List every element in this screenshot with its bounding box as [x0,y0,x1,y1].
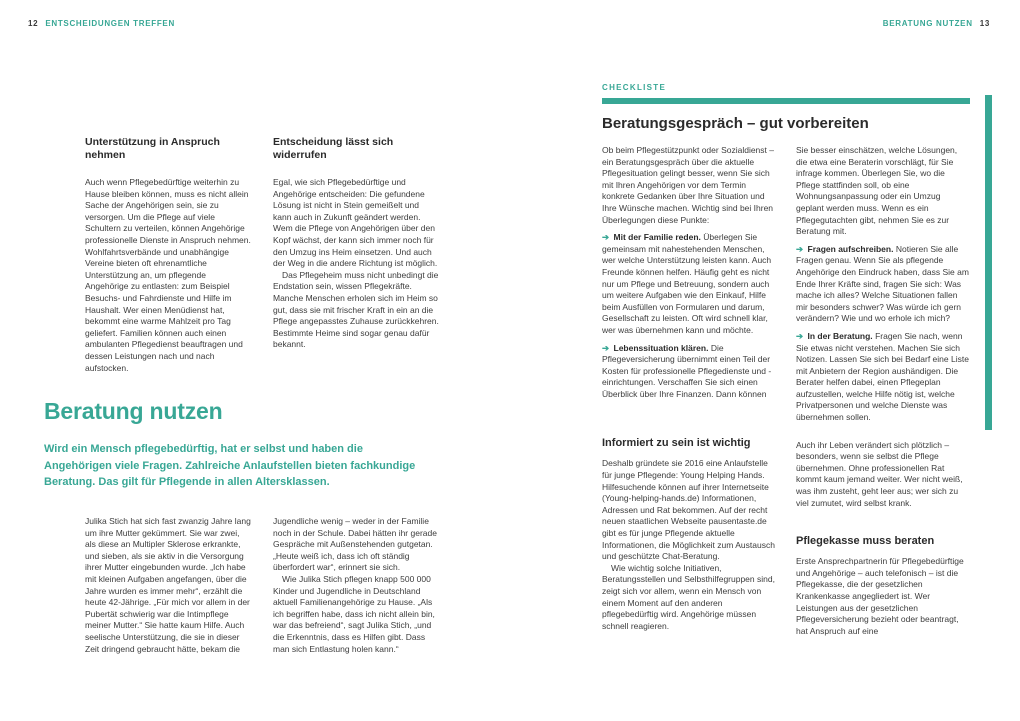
checklist-item-title: In der Beratung. [807,330,873,341]
checklist-item [602,343,776,401]
paragraph: Wie Julika Stich pflegen knapp 500 000 Kinder und Jugendliche in Deutschland aktuell Familienangehörige zu Hause. „Als ich begriffen habe, dass ich nicht allein bin, war das befreiend“, sagt Julika Stich, „und die Erkenntnis, dass es Hilfen gibt. Dass man sich Entlastung holen kann.“ [273,573,435,654]
page-number-left: 12 [28,19,39,28]
left-page-top-sections [85,136,439,374]
chapter-marker-bar [985,95,992,430]
checklist-column-1 [602,145,776,637]
checklist-item [796,331,970,424]
paragraph: Julika Stich hat sich fast zwanzig Jahre lang um ihre Mutter gekümmert. Sie war zwei, als diese an Multipler Sklerose erkrankte, und sieben, als sie aktiv in die Versorgung ihrer Mutter eingebunden wurde. „Ich habe mit kleinen Aufgaben angefangen, über die Jahre wurden es immer mehr“, erzählt die heute 42-Jährige. „Für mich vor allem in der Pubertät schwierig war die Intimpflege meiner Mutter.“ Sie hatte kaum Hilfe. Auch seelische Unterstützung, die sie in dieser Zeit dringend gebraucht hätte, bekam die [85,516,251,654]
checklist-item [602,232,776,336]
checklist-item-text: Fragen Sie nach, wenn Sie etwas nicht verstehen. Machen Sie sich Notizen. Lassen Sie sich bei Bedarf eine Liste mit Anbietern der Region aushändigen. Die Berater helfen dabei, einen Pflegeplan aufzustellen, welche Hilfe nötig ist, welche Privatpersonen und welche Dienste was übernehmen sollen. [796,330,969,423]
arrow-icon: ➔ [602,342,610,353]
running-header-left [28,19,175,28]
paragraph: Erste Ansprechpartnerin für Pflegebedürftige und Angehörige – auch telefonisch – ist die Pflegekasse, die der gesetzlichen Krankenkasse angegliedert ist. Wer Leistungen aus der gesetzlichen Pflegeversicherung bezieht oder beantragt, hat Anspruch auf eine [796,556,964,636]
checklist-item-text: Überlegen Sie gemeinsam mit nahestehenden Menschen, wer welche Unterstützung leisten kann. Auch Freunde können helfen. Häufig geht es nicht nur um Pflege und Betreuung, sondern auch um weitere Aufgaben wie den Einkauf, Hilfe beim Ausfüllen von Formularen und darum, Gesellschaft zu leisten. Oft wird schnell klar, wer was übernehmen kann und möchte. [602,232,772,335]
checklist-intro: Ob beim Pflegestützpunkt oder Sozialdienst – ein Beratungsgespräch über die aktuelle Pflegesituation gelingt besser, wenn Sie sich mit Ihren Angehörigen vor dem Termin konkrete Gedanken über Ihre Situation und Ihre Wünsche machen. Wichtig sind bei Ihren Überlegungen diese Punkte: [602,145,774,225]
chapter-label-left: ENTSCHEIDUNGEN TREFFEN [45,19,175,28]
arrow-icon: ➔ [602,232,610,243]
right-page [602,83,970,637]
checklist-item [796,244,970,325]
checklist-item-title: Fragen aufschreiben. [807,243,894,254]
checklist-continuation: Sie besser einschätzen, welche Lösungen, die etwa eine Beraterin vorschlägt, für Sie infrage kommen. Überlegen Sie, wo die Pflege stattfinden soll, ob eine Wohnungsanpassung oder ein Umzug geplant werden muss. Wenn es ein Pflegegutachten gibt, nehmen Sie es zur Beratung mit. [796,145,958,237]
checklist-divider-bar [602,98,970,104]
page-number-right: 13 [979,19,990,28]
section-unterstuetzung [85,136,251,374]
checklist-column-2 [796,145,970,637]
paragraph: Auch ihr Leben verändert sich plötzlich – besonders, wenn sie selbst die Pflege übernehmen. Ohne professionellen Rat kommt kaum jemand weiter. Wer nicht weiß, was ihm zusteht, geht leer aus; wer sich zu viel zumutet, wird selbst krank. [796,439,963,508]
section-heading-pflegekasse: Pflegekasse muss beraten [796,535,935,548]
checklist-item-title: Lebenssituation klären. [613,342,709,353]
paragraph: Deshalb gründete sie 2016 eine Anlaufstelle für junge Pflegende: Young Helping Hands. Hilfesuchende können auf ihrer Internetseite (Young-helping-hands.de) Informationen, Adressen und Rat bekommen. Auf der recht neuen staatlichen Webseite pausentaste.de gibt es für junge Pflegende aktuelle Informationen, die Möglichkeit zum Austausch und geschützte Chat-Beratung. [602,458,775,562]
story-columns [85,516,439,655]
story-column-2 [273,516,439,655]
paragraph: Egal, wie sich Pflegebedürftige und Angehörige entscheiden: Die gefundene Lösung ist nicht in Stein gemeißelt und kann auch in Zukunft geändert werden. Wem die Pflege von Angehörigen über den Kopf wächst, der kann sich immer noch für den Umzug ins Heim einsetzen. Und auch der Weg in die andere Richtung ist möglich. [273,177,438,269]
paragraph: Auch wenn Pflegebedürftige weiterhin zu Hause bleiben können, muss es nicht allein Sache der Angehörigen sein, sie zu versorgen. Um die Pflege auf viele Schultern zu verteilen, können Angehörige professionelle Dienste in Anspruch nehmen. Wohlfahrtsverbände und unabhängige Vereine bieten oft ehrenamtliche Unterstützung an, um pflegende Angehörige zu entlasten: zum Beispiel Besuchs- und Fahrdienste und Hilfe im Haushalt. Wer einen Menüdienst hat, bekommt eine warme Mahlzeit pro Tag geliefert. Familien können auch einen ambulanten Pflegedienst beauftragen und dessen Leistungen nach und nach aufstocken. [85,177,251,373]
checklist-item-text: Notieren Sie alle Fragen genau. Wenn Sie als pflegende Angehörige den Eindruck haben, dass Sie am Ende Ihrer Kräfte sind, fragen Sie sich: Was mache ich alles? Welche Situationen fallen mir besonders schwer? Was würde ich gern verändern? Wie und wo erhole ich mich? [796,243,969,324]
arrow-icon: ➔ [796,330,804,341]
section-heading: Entscheidung lässt sich widerrufen [273,136,394,161]
checklist-item-text: Die Pflegeversicherung übernimmt einen Teil der Kosten für professionelle Pflegedienste und -einrichtungen. Verschaffen Sie sich einen Überblick über Ihre Finanzen. Dann können [602,342,772,399]
arrow-icon: ➔ [796,243,804,254]
section-heading-informiert: Informiert zu sein ist wichtig [602,437,751,450]
paragraph: Jugendliche wenig – weder in der Familie noch in der Schule. Dabei hätten ihr gerade Gespräche mit Außenstehenden gutgetan. „Heute weiß ich, dass ich oft ständig überfordert war“, erinnert sie sich. [273,516,437,573]
section-entscheidung [273,136,439,374]
chapter-intro: Wird ein Mensch pflegebedürftig, hat er selbst und haben die Angehörigen viele Fragen. Zahlreiche Anlaufstellen bieten fachkundige Beratung. Das gilt für Pflegende in allen Altersklassen. [44,443,416,488]
story-column-1 [85,516,251,655]
checklist-label: CHECKLISTE [602,83,667,92]
checklist-item-title: Mit der Familie reden. [613,232,701,243]
checklist-title: Beratungsgespräch – gut vorbereiten [602,115,869,132]
paragraph: Das Pflegeheim muss nicht unbedingt die Endstation sein, wissen Pflegekräfte. Manche Menschen erholen sich im Heim so gut, dass sie mit frischer Kraft in ein an die Pflege angepasstes Zuhause zurückkehren. Bestimmte Heime sind sogar genau dafür bekannt. [273,269,439,350]
checklist-columns [602,145,970,637]
paragraph: Wie wichtig solche Initiativen, Beratungsstellen und Selbsthilfegruppen sind, zeigt sich vor allem, wenn ein Mensch von einem Moment auf den anderen pflegebedürftig wird. Angehörige müssen schnell reagieren. [602,562,775,631]
running-header-right [883,19,990,28]
chapter-label-right: BERATUNG NUTZEN [882,19,973,28]
section-heading: Unterstützung in Anspruch nehmen [85,136,220,161]
chapter-title: Beratung nutzen [44,398,223,424]
